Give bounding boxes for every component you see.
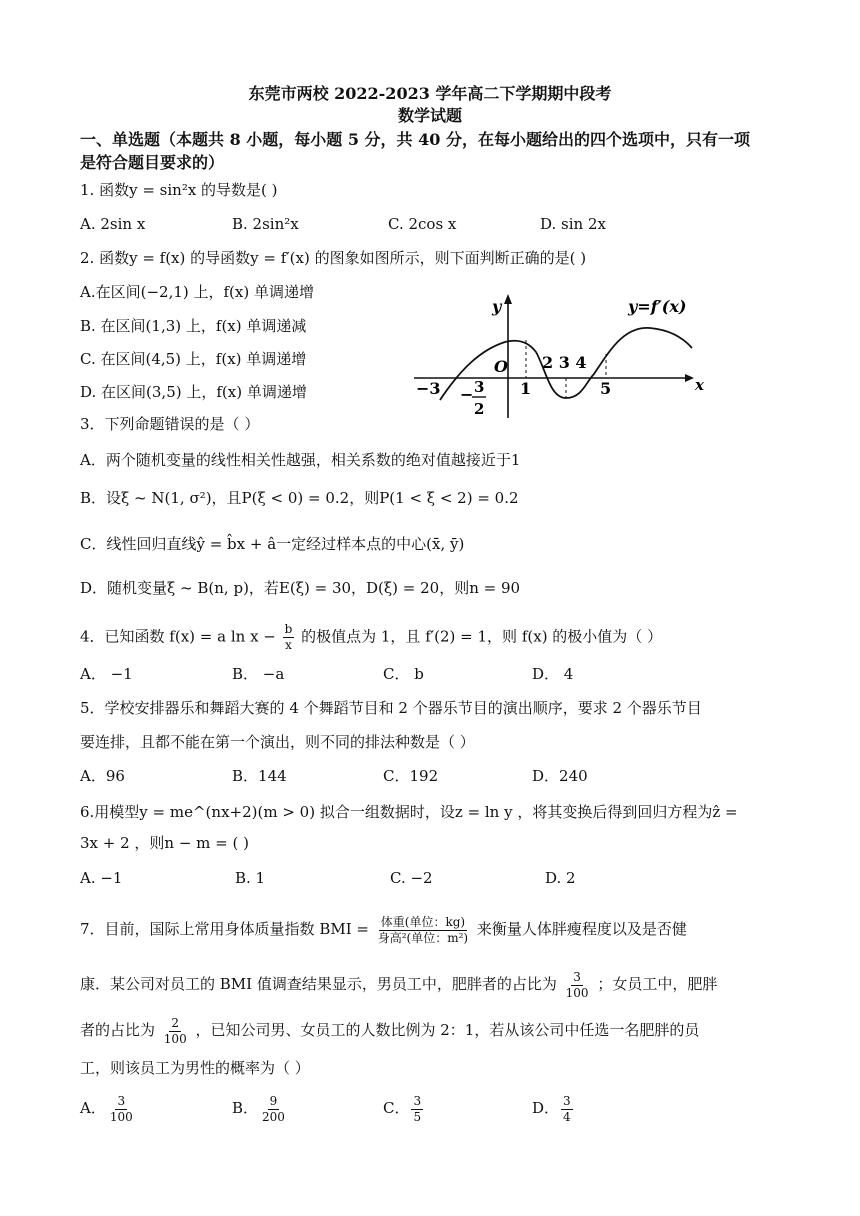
q7-option-d-label: D． (532, 1099, 560, 1117)
q7-l2-pre: 康．某公司对员工的 BMI 值调查结果显示，男员工中，肥胖者的占比为 (80, 975, 557, 993)
q7-option-b-den: 200 (262, 1109, 285, 1124)
q7-pre: 7．目前，国际上常用身体质量指数 BMI = (80, 920, 369, 938)
x-axis-label: x (695, 376, 704, 394)
q4-option-a: A． −1 (80, 665, 133, 683)
q1-option-b: B. 2sin²x (232, 215, 299, 233)
q4-stem-pre: 4．已知函数 f(x) = a ln x − (80, 627, 276, 646)
q2-option-d: D. 在区间(3,5) 上，f(x) 单调递增 (80, 383, 307, 401)
q7-option-b-frac (260, 1094, 287, 1125)
y-axis-label: y (492, 297, 502, 316)
q1-option-c: C. 2cos x (388, 215, 457, 233)
q7-option-d (532, 1090, 575, 1126)
q7-line3 (80, 1012, 699, 1048)
q6-option-c: C. −2 (390, 869, 433, 887)
q7-option-d-num: 3 (563, 1093, 571, 1108)
q7-line2 (80, 966, 717, 1002)
q7-male-den: 100 (565, 985, 589, 1000)
q7-option-c-frac (411, 1094, 423, 1125)
tick-5: 5 (600, 379, 612, 398)
q7-female-den: 100 (163, 1031, 187, 1046)
q1-option-a: A. 2sin x (80, 215, 146, 233)
q4-stem-post: 的极值点为 1，且 f′(2) = 1，则 f(x) 的极小值为（ ） (301, 627, 663, 646)
curve-label: y=f′(x) (628, 297, 687, 316)
q6-line2: 3x + 2 ，则n − m = ( ) (80, 834, 249, 852)
q7-post: 来衡量人体胖瘦程度以及是否健 (476, 920, 687, 938)
q7-female-num: 2 (171, 1015, 180, 1030)
q7-line4: 工，则该员工为男性的概率为（ ） (80, 1059, 310, 1077)
q7-l3-post: ，已知公司男、女员工的人数比例为 2：1，若从该公司中任选一名肥胖的员 (195, 1021, 700, 1039)
q7-option-c (383, 1090, 425, 1126)
q7-option-a-frac (108, 1094, 135, 1125)
tick-frac-num: 3 (474, 378, 485, 396)
tick-frac-sign: − (460, 385, 474, 404)
q4-frac-num: b (284, 622, 293, 636)
tick-1: 1 (520, 379, 532, 398)
q4-option-c: C． b (383, 665, 424, 683)
bmi-formula (376, 915, 470, 946)
q6-option-d: D. 2 (545, 869, 576, 887)
q7-option-c-label: C． (383, 1099, 410, 1117)
q7-option-a-den: 100 (109, 1109, 133, 1124)
q7-l2-post: ；女员工中，肥胖 (597, 975, 718, 993)
q1-option-d: D. sin 2x (540, 215, 606, 233)
tick-frac-den: 2 (474, 400, 485, 418)
tick-2-3-4: 2 3 4 (542, 353, 587, 372)
bmi-denominator: 身高²(单位：m²) (377, 930, 469, 945)
q7-line1 (80, 914, 687, 946)
q7-option-b-label: B． (232, 1099, 259, 1117)
derivative-graph (410, 290, 710, 422)
q7-l3-pre: 者的占比为 (80, 1021, 156, 1039)
y-axis-arrow (504, 294, 512, 304)
q2-option-c: C. 在区间(4,5) 上，f(x) 单调递增 (80, 350, 307, 368)
q5-line1: 5．学校安排器乐和舞蹈大赛的 4 个舞蹈节目和 2 个器乐节目的演出顺序，要求 2 个器乐节目 (80, 699, 702, 717)
q3-option-d: D．随机变量ξ ~ B(n, p)，若E(ξ) = 30，D(ξ) = 20，则n = 90 (80, 579, 521, 597)
q4-stem (80, 622, 662, 653)
q2-stem: 2. 函数y = f(x) 的导函数y = f′(x) 的图象如图所示，则下面判断正确的是( ) (80, 249, 587, 267)
q7-option-c-num: 3 (413, 1093, 422, 1108)
q2-option-a: A.在区间(−2,1) 上，f(x) 单调递增 (80, 283, 314, 301)
q4-option-b: B． −a (232, 665, 285, 683)
section-heading-line2: 是符合题目要求的） (80, 153, 225, 172)
q4-frac-den: x (285, 638, 292, 652)
q7-option-a (80, 1090, 137, 1126)
derivative-graph-svg (410, 290, 710, 422)
q3-option-c: C．线性回归直线ŷ = b̂x + â一定经过样本点的中心(x̄, ȳ) (80, 535, 465, 553)
q7-option-d-frac (561, 1094, 573, 1125)
q7-option-b (232, 1090, 289, 1126)
tick-neg3: −3 (416, 379, 441, 398)
q7-female-ratio (162, 1016, 189, 1047)
q3-option-a: A．两个随机变量的线性相关性越强，相关系数的绝对值越接近于1 (80, 451, 521, 469)
q5-option-a: A．96 (80, 767, 125, 785)
q3-stem: 3．下列命题错误的是（ ） (80, 415, 260, 433)
q5-option-b: B．144 (232, 767, 287, 785)
bmi-numerator: 体重(单位：kg) (380, 914, 466, 929)
q6-line1: 6.用模型y = me^(nx+2)(m > 0) 拟合一组数据时，设z = ln y ，将其变换后得到回归方程为ẑ = (80, 803, 738, 821)
q3-option-b: B．设ξ ~ N(1, σ²)，且P(ξ < 0) = 0.2，则P(1 < ξ < 2) = 0.2 (80, 489, 519, 507)
q5-line2: 要连排，且都不能在第一个演出，则不同的排法种数是（ ） (80, 733, 475, 751)
q5-option-c: C．192 (383, 767, 439, 785)
q7-male-num: 3 (573, 969, 581, 984)
q7-option-d-den: 4 (563, 1109, 571, 1124)
exam-title: 东莞市两校 2022-2023 学年高二下学期期中段考 (248, 84, 612, 103)
q4-fraction (283, 622, 295, 653)
q7-option-b-num: 9 (269, 1093, 278, 1108)
q6-option-a: A. −1 (80, 869, 123, 887)
q4-option-d: D． 4 (532, 665, 574, 683)
q1-stem: 1. 函数y = sin²x 的导数是( ) (80, 181, 278, 199)
exam-subtitle: 数学试题 (397, 106, 462, 125)
q5-option-d: D．240 (532, 767, 588, 785)
q7-option-a-num: 3 (117, 1093, 126, 1108)
q7-male-ratio (564, 970, 591, 1001)
q7-option-c-den: 5 (413, 1109, 422, 1124)
x-axis-arrow (685, 374, 694, 382)
q7-option-a-label: A． (80, 1099, 106, 1117)
origin-label: O (494, 357, 508, 376)
q6-option-b: B. 1 (235, 869, 266, 887)
q2-option-b: B. 在区间(1,3) 上，f(x) 单调递减 (80, 317, 307, 335)
section-heading-line1: 一、单选题（本题共 8 小题，每小题 5 分，共 40 分，在每小题给出的四个选项中，只有一项 (80, 130, 750, 149)
